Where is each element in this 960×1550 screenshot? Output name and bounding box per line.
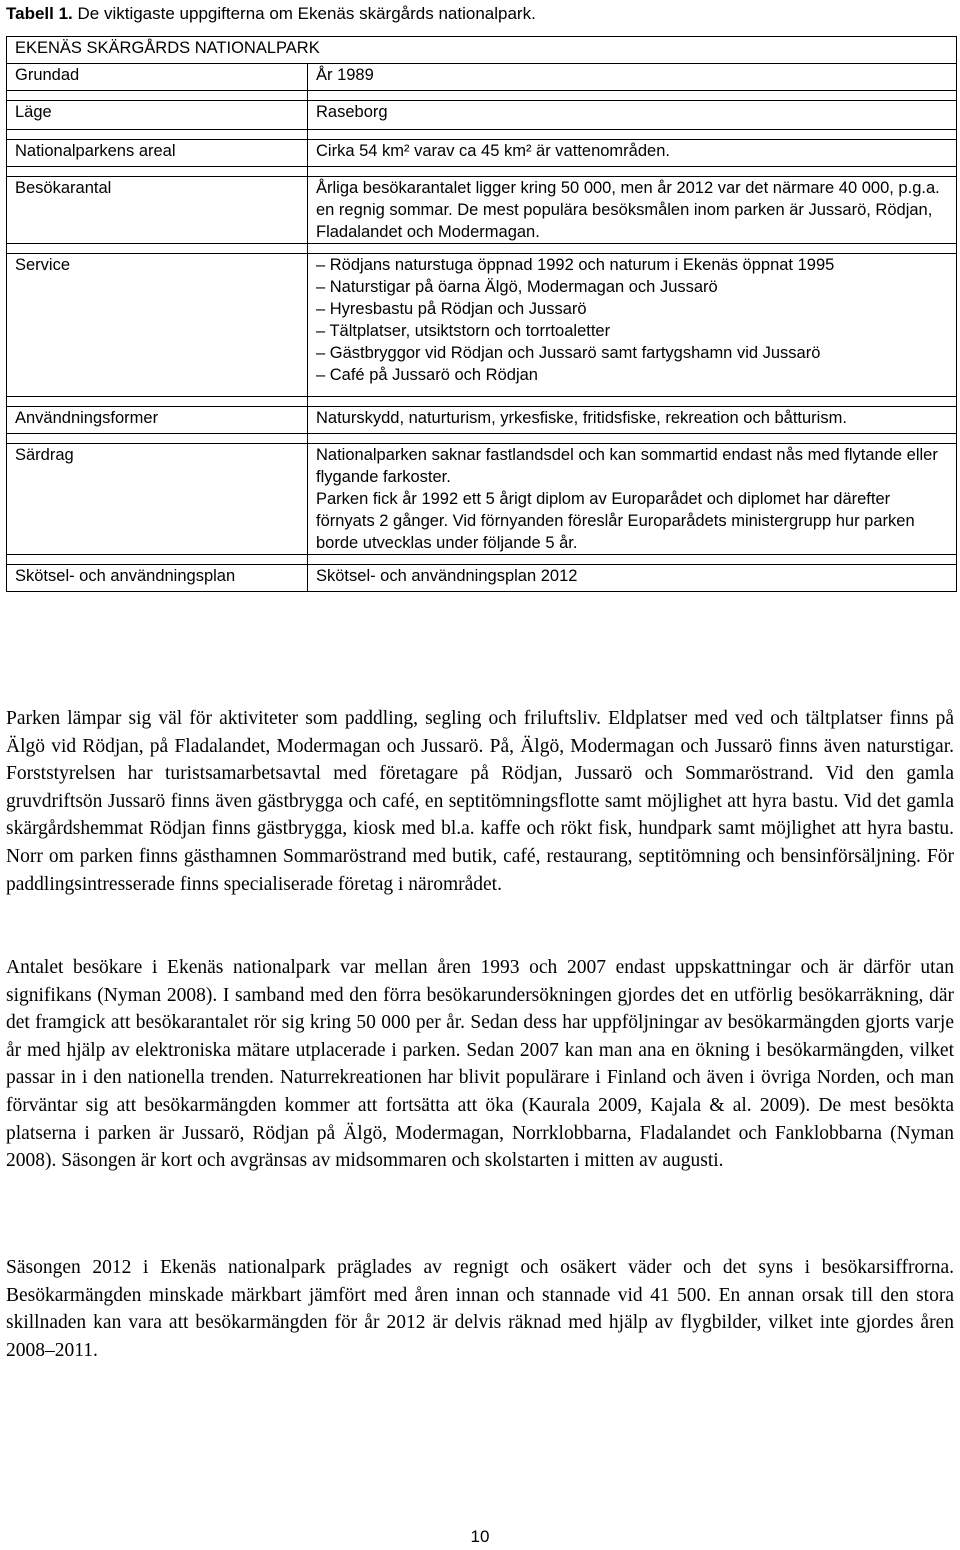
table-row	[7, 101, 957, 130]
park-facts-table	[6, 36, 957, 592]
row-value-sardrag	[308, 444, 957, 555]
row-key-grundad: Grundad	[7, 64, 308, 91]
row-key-skotsel: Skötsel- och användningsplan	[7, 565, 308, 592]
row-value-anvandning: Naturskydd, naturturism, yrkesfiske, fritidsfiske, rekreation och båtturism.	[308, 407, 957, 434]
table-row	[7, 444, 957, 555]
table-row	[7, 565, 957, 592]
table-row	[7, 177, 957, 244]
table-caption-text: De viktigaste uppgifterna om Ekenäs skärgårds nationalpark.	[77, 4, 536, 23]
spacer-row	[7, 434, 957, 444]
table-header-row	[7, 37, 957, 64]
row-value-grundad: År 1989	[308, 64, 957, 91]
table-caption	[6, 4, 536, 24]
list-item: – Hyresbastu på Rödjan och Jussarö	[316, 300, 587, 318]
spacer-row	[7, 397, 957, 407]
spacer-row	[7, 167, 957, 177]
row-key-sardrag: Särdrag	[7, 444, 308, 555]
table-caption-label: Tabell 1.	[6, 4, 73, 23]
spacer-row	[7, 130, 957, 140]
table-row	[7, 254, 957, 397]
paragraph-text: Säsongen 2012 i Ekenäs nationalpark präglades av regnigt och osäkert väder och det syns i besökarsiffrorna. Besökarmängden minskade märkbart jämfört med åren innan och stannade vid 41 500. En annan orsak till den stora skillnaden kan vara att besökarmängden för år 2012 är delvis räknad med hjälp av flygbilder, vilket inte gjordes åren 2008–2011.	[6, 1257, 954, 1361]
sardrag-text-1: Nationalparken saknar fastlandsdel och kan sommartid endast nås med flytande eller flygande farkoster.	[316, 446, 938, 486]
row-key-areal: Nationalparkens areal	[7, 140, 308, 167]
list-item: – Café på Jussarö och Rödjan	[316, 366, 538, 384]
list-item: – Gästbryggor vid Rödjan och Jussarö samt fartygshamn vid Jussarö	[316, 344, 821, 362]
row-value-service	[308, 254, 957, 397]
page-number: 10	[470, 1527, 490, 1546]
row-key-besokarantal: Besökarantal	[7, 177, 308, 244]
table-row	[7, 64, 957, 91]
row-value-besokarantal: Årliga besökarantalet ligger kring 50 000, men år 2012 var det närmare 40 000, p.g.a. en regnig sommar. De mest populära besöksmålen inom parken är Jussarö, Rödjan, Fladalandet och Modermagan.	[308, 177, 957, 244]
table-row	[7, 140, 957, 167]
row-value-areal: Cirka 54 km² varav ca 45 km² är vattenområden.	[308, 140, 957, 167]
list-item: – Rödjans naturstuga öppnad 1992 och naturum i Ekenäs öppnat 1995	[316, 256, 835, 274]
body-paragraph-3	[6, 1254, 954, 1364]
body-paragraph-1	[6, 705, 954, 898]
row-value-lage: Raseborg	[308, 101, 957, 130]
spacer-row	[7, 555, 957, 565]
body-paragraph-2	[6, 954, 954, 1175]
list-item: – Tältplatser, utsiktstorn och torrtoaletter	[316, 322, 611, 340]
row-key-anvandning: Användningsformer	[7, 407, 308, 434]
paragraph-text: Parken lämpar sig väl för aktiviteter som paddling, segling och friluftsliv. Eldplatser med ved och tältplatser finns på Älgö vid Rödjan, på Fladalandet, Modermagan och Jussarö. På, Älgö, Modermagan och Jussarö finns även naturstigar. Forststyrelsen har turistsamarbetsavtal med företagare på Rödjan, Jussarö och Sommaröstrand. Vid den gamla gruvdriftsön Jussarö finns även gästbrygga och café, en septitömningsflotte samt möjlighet att hyra bastu. Vid det gamla skärgårdshemmat Rödjan finns gästbrygga, kiosk med bl.a. kaffe och rökt fisk, hundpark samt möjlighet att hyra bastu. Norr om parken finns gästhamnen Sommaröstrand med butik, café, restaurang, septitömning och bensinförsäljning. För paddlingsintresserade finns specialiserade företag i närområdet.	[6, 708, 954, 895]
table-row	[7, 407, 957, 434]
spacer-row	[7, 91, 957, 101]
sardrag-text-2: Parken fick år 1992 ett 5 årigt diplom av Europarådet och diplomet har därefter förnyats 2 gånger. Vid förnyanden föreslår Europarådets ministergrupp hur parken borde utvecklas under följande 5 år.	[316, 490, 915, 552]
row-value-skotsel: Skötsel- och användningsplan 2012	[308, 565, 957, 592]
table-header: EKENÄS SKÄRGÅRDS NATIONALPARK	[7, 37, 957, 64]
row-key-lage: Läge	[7, 101, 308, 130]
spacer-row	[7, 244, 957, 254]
list-item: – Naturstigar på öarna Älgö, Modermagan och Jussarö	[316, 278, 718, 296]
paragraph-text: Antalet besökare i Ekenäs nationalpark var mellan åren 1993 och 2007 endast uppskattningar och är därför utan signifikans (Nyman 2008). I samband med den förra besökarundersökningen gjordes det en utförlig besökarräkning, där det framgick att besökarantalet rör sig kring 50 000 per år. Sedan dess har uppföljningar av besökarmängden gjorts varje år med hjälp av elektroniska mätare utplacerade i parken. Sedan 2007 kan man ana en ökning i besökarmängden, vilket passar in i den nationella trenden. Naturrekreationen har blivit populärare i Finland och även i övriga Norden, och man förväntar sig att besökarmängden kommer att fortsätta att öka (Kaurala 2009, Kajala & al. 2009). De mest besökta platserna i parken är Jussarö, Rödjan på Älgö, Modermagan, Norrklobbarna, Fladalandet och Fanklobbarna (Nyman 2008). Säsongen är kort och avgränsas av midsommaren och skolstarten i mitten av augusti.	[6, 957, 954, 1172]
row-key-service: Service	[7, 254, 308, 397]
